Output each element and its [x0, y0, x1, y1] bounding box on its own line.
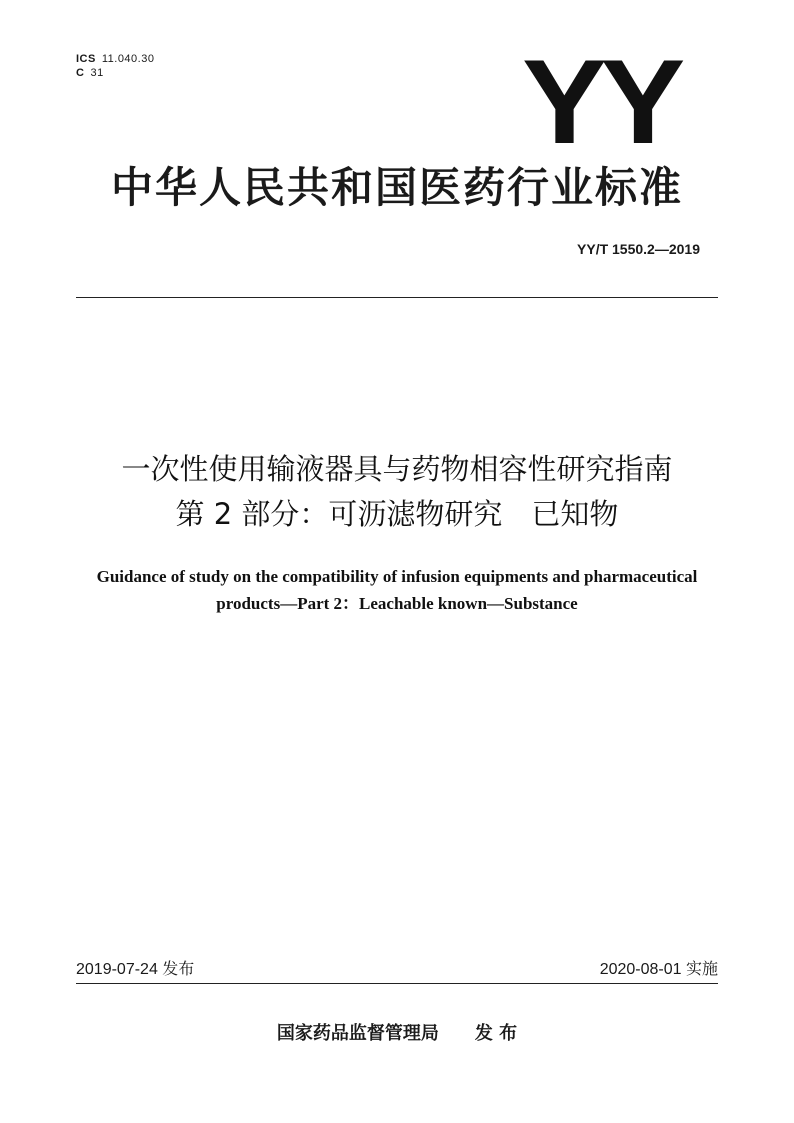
bottom-divider [76, 983, 718, 984]
implementation-date: 2020-08-01 实施 [599, 961, 718, 978]
issuer-action: 发 布 [474, 1023, 518, 1044]
ics-code [76, 52, 154, 66]
issuer-line [0, 1022, 794, 1046]
chinese-title-line-1: 一次性使用输液器具与药物相容性研究指南 [121, 452, 673, 486]
chinese-title-line-2: 第 2 部分：可沥滤物研究 已知物 [175, 497, 619, 531]
top-divider [76, 297, 718, 298]
publish-date: 2019-07-24 发布 [76, 961, 195, 978]
ics-value: 11.040.30 [101, 53, 155, 65]
ccs-value: 31 [90, 67, 104, 79]
classification-codes [76, 52, 154, 80]
yy-logo: YY [522, 35, 679, 169]
issuer-name: 国家药品监督管理局 [276, 1023, 439, 1044]
english-title-line-1: Guidance of study on the compatibility of infusion equipments and pharmaceutical [96, 567, 698, 586]
standard-number: YY/T 1550.2—2019 [577, 241, 700, 257]
standard-type-title: 中华人民共和国医药行业标准 [110, 163, 683, 212]
ccs-code [76, 66, 154, 80]
english-title-line-2: products—Part 2：Leachable known—Substance [216, 594, 578, 613]
ccs-label: C [76, 67, 85, 79]
ics-label: ICS [76, 53, 96, 65]
